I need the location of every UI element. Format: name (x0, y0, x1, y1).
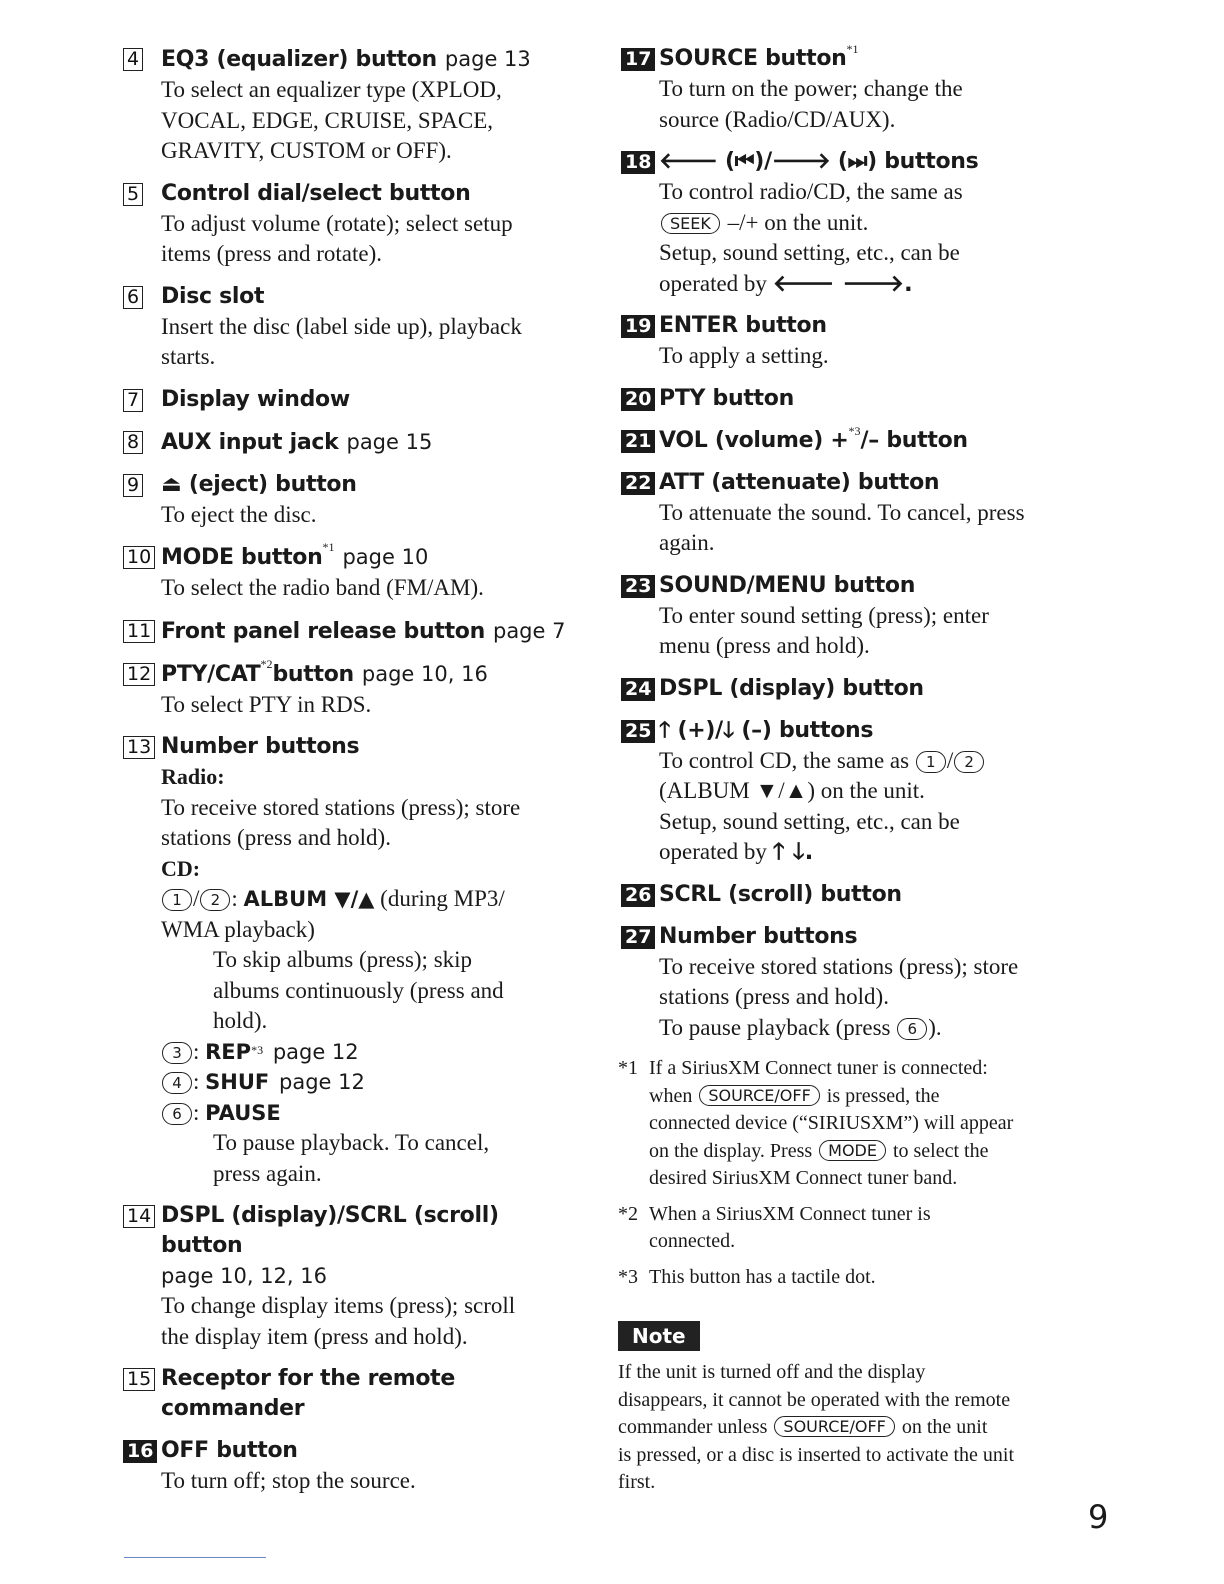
item-number: 27 (621, 926, 655, 949)
item-title: DSPL (display)/SCRL (scroll) button (161, 1203, 499, 1258)
item-14 (120, 1201, 570, 1352)
item-5 (120, 179, 570, 270)
item-title: SOUND/MENU button (659, 572, 916, 598)
key-3: 3 (162, 1042, 192, 1064)
item-number: 17 (621, 48, 655, 71)
item-title: SOURCE button (659, 46, 847, 71)
item-number: 7 (123, 389, 143, 412)
eject-icon: ⏏ (161, 471, 182, 497)
footer-rule (124, 1557, 266, 1558)
item-11 (120, 616, 570, 647)
item-title: PTY/CAT (161, 661, 261, 687)
item-title: Front panel release button (161, 618, 485, 644)
item-20 (618, 384, 1068, 414)
item-number: 16 (123, 1440, 157, 1463)
item-number: 10 (123, 546, 155, 569)
item-title: SCRL (scroll) button (659, 881, 902, 907)
item-title: DSPL (display) button (659, 675, 924, 701)
item-title: ENTER button (659, 313, 827, 338)
item-number: 23 (621, 575, 655, 598)
item-number: 4 (123, 48, 143, 71)
item-desc: To turn on the power; change the source (Radio/CD/AUX). (659, 76, 963, 132)
item-title: Display window (161, 386, 350, 412)
item-22 (618, 468, 1068, 559)
footnote-ref: *1 (322, 540, 335, 554)
item-title: Number buttons (161, 734, 360, 759)
item-title: (eject) button (188, 471, 357, 497)
key-6: 6 (162, 1103, 192, 1125)
item-number: 12 (123, 663, 155, 686)
up-down-arrow-icon: 🡑 🡓. (772, 839, 814, 865)
item-desc: To eject the disc. (161, 501, 317, 527)
item-23 (618, 571, 1068, 662)
item-8 (120, 427, 570, 458)
item-desc: To change display items (press); scroll the display item (press and hold). (161, 1293, 516, 1349)
item-number: 25 (621, 720, 655, 743)
item-15: 15 Receptor for the remote commander (120, 1364, 570, 1424)
item-number: 15 (123, 1368, 155, 1391)
item-title: ATT (attenuate) button (659, 469, 940, 495)
footnote-ref: *1 (846, 42, 859, 56)
source-off-key: SOURCE/OFF (774, 1416, 894, 1437)
item-4 (120, 44, 570, 167)
item-number: 6 (123, 286, 143, 309)
item-7 (120, 385, 570, 415)
key-4: 4 (162, 1072, 192, 1094)
radio-label: Radio: (161, 764, 225, 789)
page-ref: page 10, 12, 16 (161, 1264, 327, 1288)
page-ref: page 7 (492, 618, 566, 643)
item-12: 12 PTY/CAT$^{*2}$button page 10, 16 To select PTY in RDS. (120, 659, 570, 721)
key-1: 1 (162, 889, 192, 911)
mode-key: MODE (819, 1140, 886, 1161)
item-desc: Insert the disc (label side up), playback starts. (161, 313, 522, 369)
item-title: 🡑 (+)/🡓 (–) buttons (659, 717, 874, 743)
item-title: MODE button (161, 545, 323, 570)
item-desc: To enter sound setting (press); enter menu (press and hold). (659, 602, 989, 658)
item-number: 9 (123, 474, 143, 497)
item-desc: To apply a setting. (659, 343, 829, 368)
item-9 (120, 470, 570, 531)
footnote-ref: *2 (260, 656, 273, 671)
item-number: 11 (123, 620, 155, 643)
item-title: Control dial/select button (161, 180, 471, 206)
item-title: VOL (volume) + (659, 427, 849, 453)
item-desc: To adjust volume (rotate); select setup items (press and rotate). (161, 210, 513, 266)
item-desc: To receive stored stations (press); store stations (press and hold). To pause playback (press 6 ). (659, 953, 1019, 1040)
item-title: Number buttons (659, 923, 858, 949)
footnote-ref: *3 (848, 423, 861, 438)
item-title: PTY button (659, 385, 794, 411)
item-title: Receptor for the remote (161, 1366, 456, 1391)
footnote-1: *1 If a SiriusXM Connect tuner is connected: when SOURCE/OFF is pressed, the connected device (“SIRIUSXM”) will appear on the display. Press MODE to select the desired SiriusXM Connect tuner band. (618, 1057, 1014, 1189)
note-text: If the unit is turned off and the display disappears, it cannot be operated with the remote commander unless SOURCE/OFF on the unit is pressed, or a disc is inserted to activate the unit first. (618, 1361, 1015, 1493)
footnote-2: *2 When a SiriusXM Connect tuner is connected. (618, 1202, 931, 1252)
seek-key: SEEK (661, 213, 720, 234)
item-number: 8 (123, 431, 143, 454)
right-column (618, 44, 1068, 1497)
item-number: 14 (123, 1205, 155, 1228)
item-desc: To control radio/CD, the same as SEEK –/+ on the unit. Setup, sound setting, etc., can be operated by 🡐 🡒. (659, 179, 963, 297)
item-desc: To select PTY in RDS. (161, 691, 372, 717)
note-label: Note (618, 1321, 700, 1351)
item-number: 24 (621, 678, 655, 701)
cd-label: CD: (161, 855, 201, 881)
key-2: 2 (954, 751, 984, 773)
page-ref: page 13 (444, 47, 531, 71)
item-number: 19 (621, 315, 655, 338)
item-desc: To attenuate the sound. To cancel, press again. (659, 499, 1025, 555)
key-1: 1 (916, 751, 946, 773)
item-title: OFF button (161, 1438, 298, 1463)
item-number: 5 (123, 183, 143, 206)
item-number: 22 (621, 472, 655, 495)
item-10 (120, 542, 570, 604)
key-2: 2 (200, 889, 230, 911)
left-right-arrow-icon: 🡐 🡒. (772, 270, 913, 297)
item-24 (618, 674, 1068, 704)
item-desc: To select the radio band (FM/AM). (161, 575, 484, 600)
item-18 (618, 147, 1068, 299)
item-title: EQ3 (equalizer) button (161, 47, 437, 72)
item-16 (120, 1436, 570, 1497)
item-number: 21 (621, 430, 655, 453)
item-25 (618, 716, 1068, 868)
item-number: 18 (621, 151, 655, 174)
item-21: 21 VOL (volume) +$^{*3}$/– button (618, 426, 1068, 456)
item-19 (618, 311, 1068, 372)
item-6 (120, 282, 570, 373)
item-number: 26 (621, 884, 655, 907)
item-17 (618, 44, 1068, 135)
item-desc: To control CD, the same as 1 / 2 (ALBUM ▼/▲) on the unit. Setup, sound setting, etc., can be operated by 🡑 🡓. (659, 746, 1068, 868)
item-27 (618, 922, 1068, 1044)
item-title: Disc slot (161, 283, 265, 309)
item-title: 🡐 (⏮)/🡒 (⏭) buttons (659, 149, 979, 174)
source-off-key: SOURCE/OFF (699, 1085, 819, 1106)
page-ref: page 10 (342, 545, 429, 569)
item-desc: To select an equalizer type (XPLOD, VOCAL, EDGE, CRUISE, SPACE, GRAVITY, CUSTOM or OFF). (161, 77, 502, 163)
item-number: 13 (123, 736, 155, 759)
item-title: AUX input jack (161, 429, 339, 455)
item-13: 13 Number buttons Radio: To receive stored stations (press); store stations (press and hold). CD: 1 / 2 : ALBUM ▼/▲ (during MP3/ WMA playback) To skip albums (press); skip albums continuously (press and hold). 3 : REP$^{*3}$ page 12 4 : SHUF page 12 6 : PAUSE To pause playback. To cancel, press again. (120, 732, 570, 1189)
page-number: 9 (1088, 1498, 1109, 1536)
page-ref: page 10, 16 (361, 661, 488, 686)
footnote-3: *3 This button has a tactile dot. (618, 1265, 876, 1288)
left-column (120, 44, 570, 1509)
page-ref: page 15 (346, 429, 433, 454)
item-desc: To turn off; stop the source. (161, 1468, 416, 1493)
item-number: 20 (621, 388, 655, 411)
key-6: 6 (897, 1018, 927, 1040)
item-26 (618, 880, 1068, 910)
